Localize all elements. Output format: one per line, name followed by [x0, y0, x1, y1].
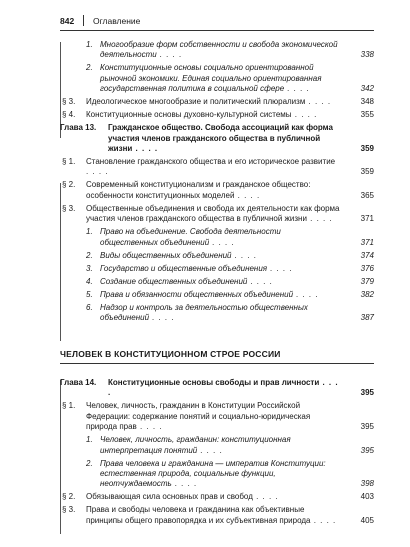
toc-entry-title: Создание общественных объединений	[100, 276, 248, 286]
toc-entry-page: 403	[360, 492, 374, 502]
header-title: Оглавление	[93, 16, 141, 26]
toc-leader-dots: . . . .	[108, 378, 339, 398]
toc-entry-title: Конституционные основы социально ориентированной рыночной экономики. Единая социально ориентированная государственная политика в социальной сфере	[100, 63, 322, 94]
toc-entry-page: 348	[360, 97, 374, 107]
part-title: ЧЕЛОВЕК В КОНСТИТУЦИОННОМ СТРОЕ РОССИИ	[60, 349, 281, 359]
toc-entry-page: 398	[360, 479, 374, 489]
toc-entry-page: 382	[360, 289, 374, 299]
toc-entry-page: 365	[360, 190, 374, 200]
toc-entry-page: 371	[360, 237, 374, 247]
toc-entry-number: Глава 14.	[60, 378, 97, 387]
toc-leader-dots: . . . .	[209, 237, 235, 247]
toc-leader-dots: . . . .	[156, 50, 183, 60]
toc-entry-title: Права человека и гражданина — императив Конституции: естественная природа, социальные функции, неотчуждаемость	[100, 458, 326, 489]
toc-entry-title: Становление гражданского общества и его историческое развитие	[86, 157, 336, 167]
toc-entry[interactable]	[60, 157, 374, 178]
toc-entry[interactable]	[60, 251, 374, 261]
toc-leader-dots: . . . .	[197, 445, 224, 455]
header-separator	[83, 15, 84, 26]
toc-entry[interactable]	[60, 97, 374, 107]
toc-entry-title: Конституционные основы духовно-культурной системы	[86, 110, 292, 120]
toc-leader-dots: . . . .	[234, 190, 261, 200]
part-rule	[60, 363, 374, 364]
toc-entry-number: 4.	[86, 276, 93, 286]
toc-entry[interactable]	[60, 435, 374, 456]
toc-entry-title: Человек, личность, гражданин: конституционная интерпретация понятий	[100, 435, 291, 455]
toc-entry-number: 6.	[86, 302, 93, 312]
toc-entry-title: Идеологическое многообразие и политический плюрализм	[86, 97, 306, 107]
toc-entry-title: Общественные объединения и свобода их деятельности как форма участия членов гражданского общества в публичной жизни	[86, 203, 340, 224]
toc-entry-page: 355	[360, 110, 374, 120]
toc-entry-title: Права и свободы человека и гражданина как объективные принципы общего правопорядка и их субъективная природа	[86, 505, 311, 525]
toc-entry-page: 359	[360, 144, 374, 154]
toc-leader-dots: . . . .	[267, 263, 293, 273]
toc-entry-page: 387	[360, 313, 374, 323]
toc-leader-dots: . . . .	[284, 84, 310, 94]
toc-entry[interactable]	[60, 204, 374, 225]
running-header	[60, 14, 374, 30]
toc-entry-title: Право на объединение. Свобода деятельности общественных объединений	[100, 227, 281, 247]
toc-entry-number: 1.	[86, 40, 93, 49]
toc-entry-title: Гражданское общество. Свобода ассоциаций как форма участия членов гражданского общества в публичной жизни	[108, 123, 333, 154]
toc-leader-dots: . . . .	[306, 214, 333, 224]
toc-leader-dots: . . . .	[171, 479, 198, 489]
toc-entry-number: Глава 13.	[60, 123, 97, 133]
toc-block-1	[60, 40, 374, 326]
toc-entry-page: 342	[360, 84, 374, 94]
toc-entry-number: § 2.	[62, 180, 76, 190]
toc-leader-dots: . . . .	[86, 167, 109, 177]
toc-entry-page: 376	[360, 263, 374, 273]
toc-entry-title: Права и обязанности общественных объединений	[100, 289, 294, 299]
toc-entry-number: 3.	[86, 263, 93, 273]
toc-leader-dots: . . . .	[231, 250, 258, 260]
toc-entry[interactable]	[60, 290, 374, 300]
toc-entry-title: Многообразие форм собственности и свобода экономической деятельности	[100, 40, 338, 60]
toc-entry-number: 2.	[86, 63, 93, 73]
toc-leader-dots: . . . .	[293, 289, 319, 299]
toc-entry[interactable]	[60, 277, 374, 287]
toc-entry-number: 1.	[86, 227, 93, 237]
toc-entry[interactable]	[60, 40, 374, 61]
toc-entry-number: § 4.	[62, 110, 76, 120]
toc-entry-page: 374	[360, 250, 374, 260]
toc-entry-title: Человек, личность, гражданин в Конституции Российской Федерации: содержание понятий и социально-юридическая природа прав	[86, 401, 311, 432]
toc-entry[interactable]	[60, 123, 374, 154]
toc-leader-dots: . . . .	[305, 97, 332, 107]
toc-entry[interactable]	[60, 378, 374, 399]
toc-leader-dots: . . . .	[132, 144, 159, 154]
toc-entry[interactable]	[60, 264, 374, 274]
toc-entry-page: 405	[360, 515, 374, 525]
toc-entry[interactable]	[60, 227, 374, 248]
toc-entry-number: 2.	[86, 250, 93, 260]
toc-leader-dots: . . . .	[136, 422, 163, 432]
header-rule	[60, 30, 374, 31]
part-heading	[60, 349, 374, 359]
toc-leader-dots: . . . .	[247, 276, 274, 286]
toc-entry-number: 1.	[86, 435, 93, 445]
toc-block-2	[60, 378, 374, 529]
toc-leader-dots: . . . .	[252, 492, 279, 502]
toc-entry-page: 338	[360, 50, 374, 60]
toc-entry-number: § 1.	[62, 401, 76, 411]
toc-entry-number: § 3.	[62, 97, 76, 107]
toc-entry[interactable]	[60, 110, 374, 120]
toc-entry-page: 395	[360, 422, 374, 432]
toc-entry-number: § 3.	[62, 203, 76, 213]
toc-entry-number: 2.	[86, 458, 93, 468]
toc-entry[interactable]	[60, 401, 374, 432]
toc-entry[interactable]	[60, 492, 374, 502]
toc-leader-dots: . . . .	[291, 110, 318, 120]
toc-entry[interactable]	[60, 505, 374, 526]
toc-leader-dots: . . . .	[149, 313, 175, 323]
toc-entry-number: 5.	[86, 289, 93, 299]
toc-entry-page: 395	[360, 388, 374, 398]
toc-entry-number: § 2.	[62, 492, 76, 502]
toc-entry-page: 359	[360, 167, 374, 177]
toc-entry-title: Надзор и контроль за деятельностью общественных объединений	[100, 302, 308, 323]
toc-entry-page: 371	[360, 214, 374, 224]
toc-entry-title: Конституционные основы свободы и прав личности	[108, 378, 320, 387]
toc-entry-number: § 1.	[62, 157, 76, 167]
toc-entry[interactable]	[60, 459, 374, 490]
toc-entry[interactable]	[60, 180, 374, 201]
toc-entry[interactable]	[60, 63, 374, 94]
toc-leader-dots: . . . .	[310, 515, 337, 525]
toc-entry-title: Виды общественных объединений	[100, 250, 232, 260]
toc-entry-title: Государство и общественные объединения	[100, 263, 268, 273]
page-number: 842	[60, 16, 75, 26]
toc-entry-page: 379	[360, 276, 374, 286]
toc-entry-title: Обязывающая сила основных прав и свобод	[86, 492, 253, 502]
toc-entry-title: Современный конституционализм и гражданское общество: особенности конституционных моделей	[86, 180, 311, 200]
toc-entry-number: § 3.	[62, 505, 76, 515]
toc-entry[interactable]	[60, 303, 374, 324]
toc-entry-page: 395	[360, 445, 374, 455]
